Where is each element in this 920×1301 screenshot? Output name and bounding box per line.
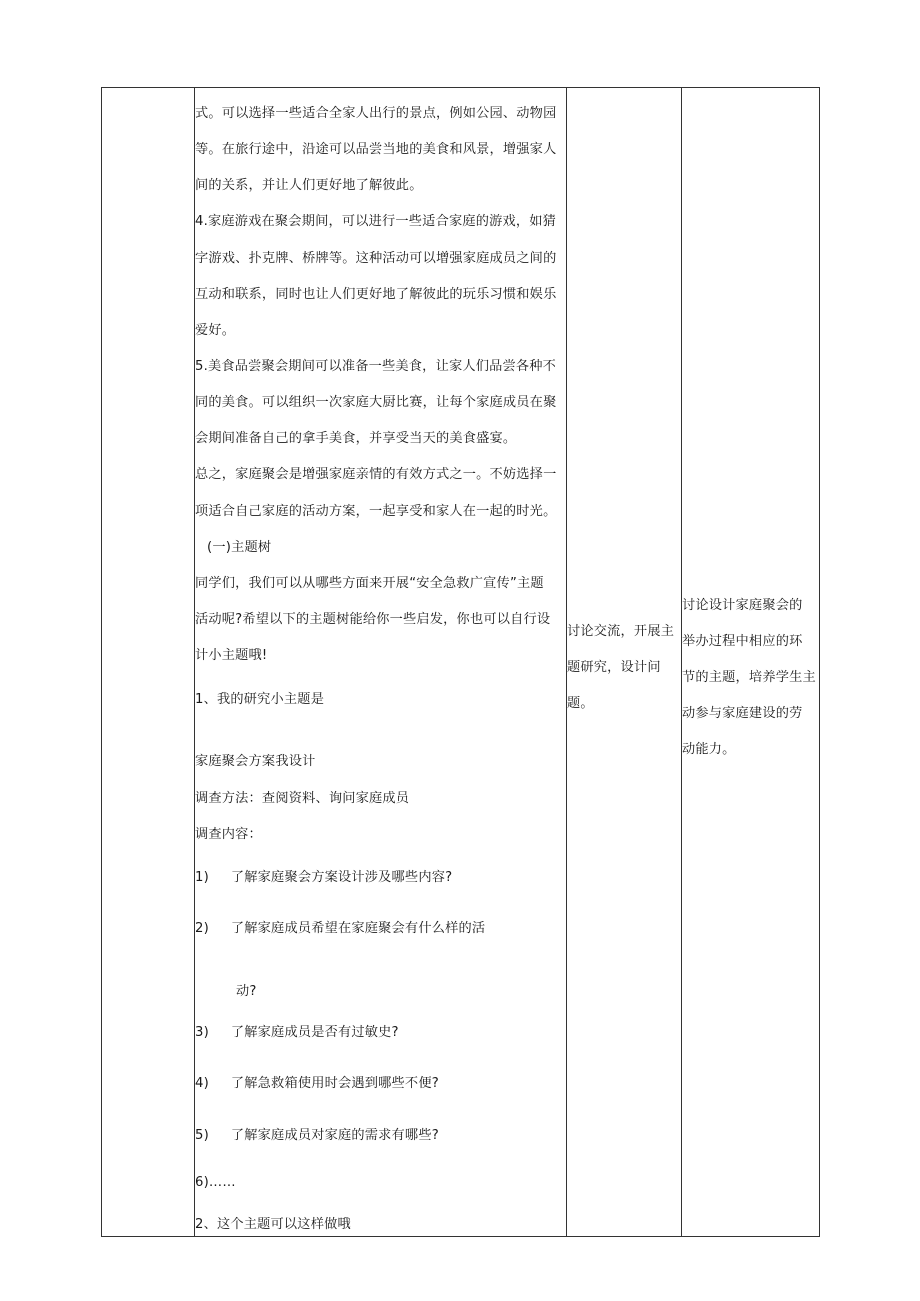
content-line: 式。可以选择一些适合全家人出行的景点，例如公园、动物园 [195, 106, 557, 121]
intent-line: 动能力。 [682, 742, 736, 757]
design-intent-cell [681, 88, 819, 1236]
intent-line: 举办过程中相应的环 [682, 634, 803, 649]
survey-item: 5) 了解家庭成员对家庭的需求有哪些? [195, 1128, 439, 1143]
content-line: 调查内容： [195, 827, 262, 842]
survey-item: 4) 了解急救箱使用时会遇到哪些不便? [195, 1076, 439, 1091]
intent-line: 节的主题，培养学生主 [682, 670, 816, 685]
content-line: 1、我的研究小主题是 [195, 692, 325, 707]
content-line: 调查方法：查阅资料、询问家庭成员 [195, 791, 410, 806]
activity-line: 讨论交流，开展主 [567, 624, 675, 639]
survey-item: 3) 了解家庭成员是否有过敏史? [195, 1025, 399, 1040]
student-activity-cell [566, 88, 681, 1236]
content-line: 爱好。 [195, 323, 236, 338]
survey-item: 6)…… [195, 1175, 236, 1190]
content-line: 互动和联系，同时也让人们更好地了解彼此的玩乐习惯和娱乐 [195, 287, 557, 302]
lesson-table [101, 87, 820, 1237]
content-line: 2、这个主题可以这样做哦 [195, 1217, 351, 1232]
content-line: 活动呢?希望以下的主题树能给你一些启发，你也可以自行设 [195, 612, 551, 627]
content-line: 总之，家庭聚会是增强家庭亲情的有效方式之一。不妨选择一 [195, 467, 557, 482]
content-line: 计小主题哦! [195, 648, 268, 663]
survey-item: 1) 了解家庭聚会方案设计涉及哪些内容? [195, 870, 453, 885]
content-line: 会期间准备自己的拿手美食，并享受当天的美食盛宴。 [195, 431, 517, 446]
survey-item-continued: 动? [236, 984, 257, 999]
content-line: 项适合自己家庭的活动方案，一起享受和家人在一起的时光。 [195, 504, 557, 519]
survey-item: 2) 了解家庭成员希望在家庭聚会有什么样的活 [195, 921, 486, 936]
content-line: 等。在旅行途中，沿途可以品尝当地的美食和风景，增强家人 [195, 142, 557, 157]
content-line: 4.家庭游戏在聚会期间，可以进行一些适合家庭的游戏，如猜 [195, 214, 557, 229]
section-heading: (一)主题树 [207, 540, 272, 555]
content-line: 同学们，我们可以从哪些方面来开展“安全急救广宣传”主题 [195, 576, 544, 591]
activity-line: 题研究，设计问 [567, 660, 661, 675]
content-cell [194, 88, 566, 1236]
intent-line: 动参与家庭建设的劳 [682, 706, 803, 721]
empty-cell [102, 88, 194, 1236]
content-line: 同的美食。可以组织一次家庭大厨比赛，让每个家庭成员在聚 [195, 395, 557, 410]
content-line: 字游戏、扑克牌、桥牌等。这种活动可以增强家庭成员之间的 [195, 251, 557, 266]
activity-line: 题。 [567, 696, 594, 711]
content-line: 家庭聚会方案我设计 [195, 754, 316, 769]
intent-line: 讨论设计家庭聚会的 [682, 598, 803, 613]
content-line: 间的关系，并让人们更好地了解彼此。 [195, 178, 423, 193]
content-line: 5.美食品尝聚会期间可以准备一些美食，让家人们品尝各种不 [195, 359, 557, 374]
